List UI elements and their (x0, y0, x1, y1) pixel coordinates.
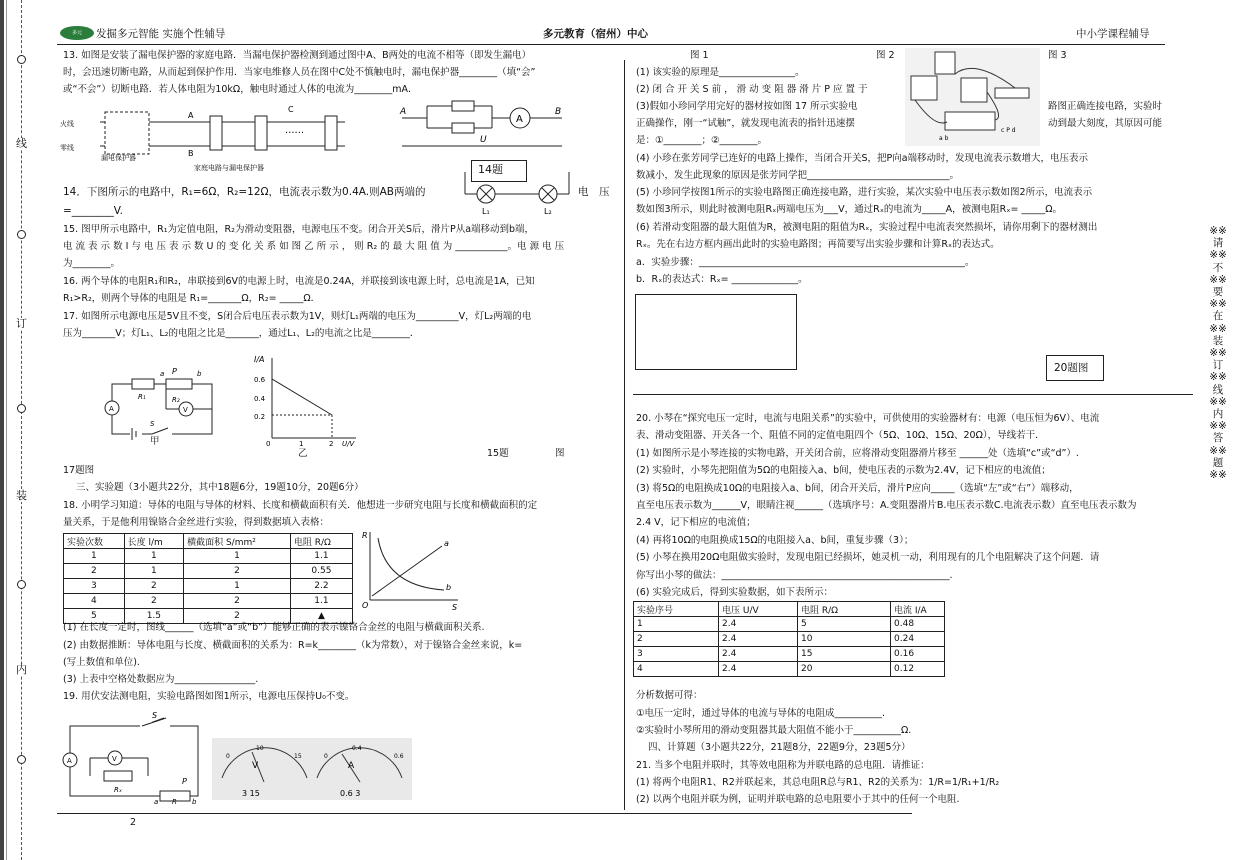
section3-title: 三、实验题（3小题共22分，其中18题6分，19题10分，20题6分） (76, 482, 364, 493)
binding-char: 订 (16, 317, 27, 330)
q13-line3: 或“不会”）切断电路．若人体电阻为10kΩ，触电时通过人体的电流为________mA． (63, 84, 418, 95)
binding-hole (17, 580, 26, 589)
table-cell: 4 (634, 662, 719, 677)
svg-text:3 15: 3 15 (242, 789, 260, 798)
svg-text:R₁: R₁ (138, 393, 146, 401)
header-rule (57, 44, 1165, 45)
table20-header-cell: 电流 I/A (891, 602, 945, 617)
table-cell: 0.16 (891, 647, 945, 662)
q20-sub1: (1) 如图所示是小琴连接的实物电路，开关闭合前，应将滑动变阻器滑片移至 ______处（选填“c”或“d”）. (636, 448, 1079, 459)
q16-line2: R₁>R₂，则两个导体的电阻是 R₁=_______Ω，R₂= _____Ω． (63, 293, 321, 304)
svg-text:A: A (67, 757, 72, 765)
q19-6d: b．Rₓ的表达式：Rₓ= ______________。 (636, 274, 808, 285)
table-row (64, 594, 353, 609)
svg-text:b: b (197, 370, 202, 378)
table-cell: 0.48 (891, 617, 945, 632)
table18-header-cell: 电阻 R/Ω (290, 534, 352, 549)
svg-text:0.6: 0.6 (254, 376, 266, 384)
svg-text:0: 0 (226, 753, 230, 760)
table-cell: 2.4 (719, 662, 798, 677)
q19-4a: (4) 小珍在张芳同学已连好的电路上操作，当闭合开关S，把P向a端移动时，发现电流表示数增大，电压表示 (636, 153, 1089, 164)
table-cell: 1.1 (290, 549, 352, 564)
svg-text:A: A (188, 111, 194, 120)
table18-header-cell: 实验次数 (64, 534, 125, 549)
table-cell: 0.24 (891, 632, 945, 647)
svg-text:15: 15 (294, 753, 302, 760)
q19-3e: 是：①________；②________。 (636, 135, 768, 146)
svg-text:V: V (183, 406, 188, 414)
table-cell: 3 (634, 647, 719, 662)
q20-analysis: 分析数据可得： (636, 690, 703, 701)
table-row (634, 647, 945, 662)
svg-text:A: A (400, 107, 407, 117)
q18-sub1: (1) 在长度一定时，图线______（选填“a”或“b”）能够正确的表示镍铬合金丝的电阻与横截面积关系. (63, 622, 485, 633)
svg-text:0: 0 (266, 440, 271, 448)
q14-line1: 14．下图所示的电路中，R₁=6Ω，R₂=12Ω，电流表示数为0.4A.则AB两端的 (63, 186, 426, 198)
fig1-label: 图 1 (690, 50, 709, 61)
table-cell: 2.4 (719, 617, 798, 632)
table-cell: 4 (64, 594, 125, 609)
svg-text:A: A (109, 405, 114, 413)
svg-text:A: A (348, 761, 355, 771)
header-right: 中小学课程辅导 (1076, 28, 1150, 40)
table20-header (634, 602, 945, 617)
table18-header-cell: 长度 l/m (124, 534, 183, 549)
svg-text:B: B (188, 149, 194, 158)
q18-sub2: (2) 由数据推断：导体电阻与长度、横截面积的关系为：R=k________（k为常数），对于镍铬合金丝来说，k= (63, 640, 523, 651)
table-row (64, 564, 353, 579)
table-cell: 1 (184, 579, 291, 594)
svg-text:R: R (362, 531, 368, 540)
q20-line1: 20. 小琴在“探究电压一定时，电流与电阻关系”的实验中，可供使用的实验器材有：电源（电压恒为6V）、电流 (636, 413, 1100, 424)
q14-line2: =________V. (63, 205, 123, 217)
q13-line2: 时，会迅速切断电路，从而起到保护作用．当家电维修人员在图中C处不慎触电时，漏电保护器________（填“会” (63, 67, 536, 78)
q21-sub2: (2) 以两个电阻并联为例，证明并联电路的总电阻要小于其中的任何一个电阻. (636, 794, 960, 805)
svg-text:A: A (516, 114, 523, 125)
svg-text:U/V: U/V (342, 440, 355, 448)
svg-text:0.6: 0.6 (394, 753, 404, 760)
footer-rule (57, 813, 912, 814)
svg-text:······: ······ (285, 128, 305, 139)
q18-sub3: (3) 上表中空格处数据应为_________________. (63, 674, 259, 685)
svg-text:U: U (480, 135, 487, 145)
svg-text:S: S (150, 420, 155, 428)
binding-hole (17, 230, 26, 239)
q18-line2: 量关系，于是他利用镍铬合金丝进行实验，得到数据填入表格： (63, 517, 330, 528)
svg-text:b: b (192, 798, 197, 804)
q13-line1: 13. 如图是安装了漏电保护器的家庭电路．当漏电保护器检测到通过图中A、B两处的电流不相等（即发生漏电） (63, 50, 532, 61)
svg-text:I/A: I/A (254, 355, 265, 364)
fig19-meters (212, 738, 412, 800)
table-cell: 1 (64, 549, 125, 564)
svg-text:0.2: 0.2 (254, 413, 266, 421)
binding-hole (17, 404, 26, 413)
table-cell: 2 (124, 579, 183, 594)
table-cell: 2 (184, 564, 291, 579)
table-cell: ▲ (290, 609, 352, 624)
header-center: 多元教育（宿州）中心 (543, 28, 648, 40)
fig18-graph (358, 528, 464, 612)
no-answer-strip: ※※请※※不※※要※※在※※装※※订※※线※※内※※答※※题※※ (1209, 225, 1227, 482)
q20-conclusion2: ②实验时小琴所用的滑动变阻器其最大阻值不能小于__________Ω. (636, 725, 912, 736)
svg-text:2: 2 (329, 440, 334, 448)
q16-line1: 16. 两个导体的电阻R₁和R₂，串联接到6V的电源上时，电流是0.24A，并联接到该电源上时，总电流是1A，已知 (63, 276, 535, 287)
svg-text:R₂: R₂ (172, 396, 180, 404)
table20-header-cell: 电阻 R/Ω (798, 602, 891, 617)
table-cell: 2 (634, 632, 719, 647)
svg-text:V: V (112, 755, 117, 763)
binding-hole (17, 755, 26, 764)
binding-char: 线 (16, 137, 27, 150)
svg-text:L₂: L₂ (544, 207, 552, 216)
q20-sub6: (6) 实验完成后，得到实验数据，如下表所示： (636, 587, 833, 598)
table-row (634, 617, 945, 632)
svg-text:L₁: L₁ (482, 207, 490, 216)
table-cell: 2.2 (290, 579, 352, 594)
fig15-caption-yi: 乙 (298, 448, 308, 459)
table20-header-cell: 实验序号 (634, 602, 719, 617)
q20-sub2: (2) 实验时，小琴先把阻值为5Ω的电阻接入a、b间，使电压表的示数为2.4V，记下相应的电流值； (636, 465, 1051, 476)
q15-line1: 15. 图甲所示电路中，R₁为定值电阻，R₂为滑动变阻器，电源电压不变。闭合开关S后，滑片P从a端移动到b端， (63, 224, 535, 235)
q20-sub5a: (5) 小琴在换用20Ω电阻做实验时，发现电阻已经损坏，她灵机一动，利用现有的几个电阻解决了这个问题．请 (636, 552, 1100, 563)
table-cell: 1 (124, 564, 183, 579)
q20-sub5b: 你写出小琴的做法：________________________________________________. (636, 570, 953, 581)
q19-4b: 数减小，发生此现象的原因是张芳同学把______________________________。 (636, 170, 960, 181)
q19-5b: 数如图3所示，则此时被测电阻Rₓ两端电压为___V，通过Rₓ的电流为_____A，被测电阻Rₓ= _____Ω。 (636, 204, 1062, 215)
table-cell: 2 (184, 609, 291, 624)
table18 (63, 533, 353, 624)
table-row (634, 632, 945, 647)
table-cell: 1.1 (290, 594, 352, 609)
binding-char: 内 (16, 663, 27, 676)
fig2-label: 图 2 (876, 50, 895, 61)
q19-6c: a．实验步骤：________________________________________________________。 (636, 257, 975, 268)
table-cell: 2 (64, 564, 125, 579)
table20-header-cell: 电压 U/V (719, 602, 798, 617)
fig15-circuit-jia (100, 362, 228, 444)
q20-sub4: (4) 再将10Ω的电阻换成15Ω的电阻接入a、b间，重复步骤（3）； (636, 535, 914, 546)
svg-text:a: a (160, 370, 165, 378)
section4-title: 四、计算题（3小题共22分，21题8分，22题9分，23题5分） (648, 742, 911, 753)
table20 (633, 601, 945, 677)
q18-sub2b: (写上数值和单位). (63, 657, 140, 668)
fig13-label-neutral: 零线 (60, 144, 74, 152)
table-cell: 0.12 (891, 662, 945, 677)
svg-text:S: S (452, 603, 458, 612)
q14-voltage-word: 电 压 (578, 186, 610, 198)
q19-3a: (3)假如小珍同学用完好的器材按如图 17 所示实验电 (636, 101, 858, 112)
svg-text:0.4: 0.4 (352, 745, 362, 752)
table-cell: 5 (64, 609, 125, 624)
table-cell: 15 (798, 647, 891, 662)
q19-3d: 动到最大刻度，其原因可能 (1048, 118, 1163, 129)
fig13-caption: 家庭电路与漏电保护器 (194, 164, 264, 172)
svg-text:0.4: 0.4 (254, 395, 266, 403)
section-rule (633, 394, 1193, 395)
q20-sub3a: (3) 将5Ω的电阻换成10Ω的电阻接入a、b间，闭合开关后，滑片P应向_____（选填“左”或“右”）端移动， (636, 483, 1079, 494)
table-cell: 10 (798, 632, 891, 647)
column-divider (624, 60, 625, 810)
q19-1: (1) 该实验的原理是________________。 (636, 67, 805, 78)
header-left: 发掘多元智能 实施个性辅导 (96, 28, 226, 40)
svg-text:V: V (252, 761, 259, 771)
q19-3c: 正确操作，刚一“试触”，就发现电流表的指针迅速摆 (636, 118, 855, 129)
svg-text:Rₓ: Rₓ (114, 786, 122, 794)
table-cell: 20 (798, 662, 891, 677)
svg-text:a: a (444, 539, 449, 548)
svg-text:O: O (362, 601, 369, 610)
svg-text:c P d: c P d (1001, 127, 1016, 134)
q18-line1: 18. 小明学习知道：导体的电阻与导体的材料、长度和横截面积有关．他想进一步研究电阻与长度和横截面积的定 (63, 500, 538, 511)
q15-line3: 为________。 (63, 258, 121, 269)
fig13-label-live: 火线 (60, 120, 74, 128)
page-number: 2 (130, 817, 137, 828)
table18-header (64, 534, 353, 549)
q20-sub3c: 2.4 V，记下相应的电流值； (636, 517, 756, 528)
svg-text:R: R (172, 798, 177, 804)
svg-text:0.6 3: 0.6 3 (340, 789, 361, 798)
q21-sub1: (1) 将两个电阻R1、R2并联起来，其总电阻R总与R1、R2的关系为：1/R=1/R₁+1/R₂ (636, 777, 1000, 788)
q21-intro: 21. 当多个电阻并联时，其等效电阻称为并联电路的总电阻．请推证： (636, 760, 930, 771)
svg-text:1: 1 (299, 440, 304, 448)
table-row (634, 662, 945, 677)
answer-diagram-box[interactable] (635, 294, 797, 370)
svg-text:P: P (182, 777, 187, 786)
table-row (64, 579, 353, 594)
table-cell: 5 (798, 617, 891, 632)
table-cell: 1 (184, 549, 291, 564)
q20-sub3b: 直至电压表示数为______V，眼睛注视______（选填序号：A.变阻器滑片B.电压表示数C.电流表示数）直至电压表示数为 (636, 500, 1137, 511)
fig17-caption: 17题图 (63, 465, 95, 476)
q19-intro: 19. 用伏安法测电阻，实验电路图如图1所示，电源电压保持U₀不变。 (63, 691, 355, 702)
table-cell: 0.55 (290, 564, 352, 579)
svg-text:C: C (288, 105, 294, 114)
table18-header-cell: 横截面积 S/mm² (184, 534, 291, 549)
table-cell: 1 (634, 617, 719, 632)
q19-6b: Rₓ。先在右边方框内画出此时的实验电路图；再简要写出实验步骤和计算Rₓ的表达式。 (636, 239, 1000, 250)
table-cell: 1.5 (124, 609, 183, 624)
table-cell: 2.4 (719, 632, 798, 647)
fig20-apparatus (905, 48, 1040, 146)
table-cell: 1 (124, 549, 183, 564)
q19-6a: (6) 若滑动变阻器的最大阻值为R，被测电阻的阻值为Rₓ，实验过程中电流表突然损坏，请你用剩下的器材测出 (636, 222, 1098, 233)
fig13-label-protector: 漏电保护器 (101, 154, 136, 162)
q19-2: (2) 闭 合 开 关 S 前 ， 滑 动 变 阻 器 滑 片 P 应 置 于 (636, 84, 868, 95)
table-row (64, 549, 353, 564)
fig19-circuit (60, 712, 210, 804)
q19-3b: 路图正确连接电路，实验时 (1048, 101, 1163, 112)
fig15-graph-yi (246, 350, 366, 450)
fig15-caption-num: 15题 (487, 448, 509, 459)
fig20-label: 20题图 (1054, 362, 1089, 374)
q17-line1: 17. 如图所示电源电压是5V且不变，S闭合后电压表示数为1V，则灯L₁两端的电压为_________V，灯L₂两端的电 (63, 311, 532, 322)
fig15-caption-tu: 图 (555, 448, 565, 459)
table-cell: 3 (64, 579, 125, 594)
svg-text:S: S (152, 712, 158, 720)
binding-char: 装 (16, 489, 27, 502)
logo: 多元 (60, 26, 94, 40)
svg-text:a b: a b (939, 135, 949, 142)
q20-line2: 表、滑动变阻器、开关各一个、阻值不同的定值电阻四个（5Ω、10Ω、15Ω、20Ω），导线若干． (636, 430, 1045, 441)
fig15-caption-jia: 甲 (150, 436, 160, 447)
svg-text:b: b (446, 583, 452, 592)
svg-text:10: 10 (256, 745, 264, 752)
q17-line2: 压为_______V；灯L₁、L₂的电阻之比是_______，通过L₁、L₂的电流之比是________． (63, 328, 420, 339)
svg-text:P: P (172, 367, 177, 376)
table-cell: 2 (124, 594, 183, 609)
q20-conclusion1: ①电压一定时，通过导体的电流与导体的电阻成__________. (636, 708, 886, 719)
binding-strip (0, 0, 42, 860)
fig14-parallel-circuit (392, 96, 572, 156)
table-cell: 2 (184, 594, 291, 609)
fig3-label: 图 3 (1048, 50, 1067, 61)
svg-text:a: a (154, 798, 159, 804)
table-cell: 2.4 (719, 647, 798, 662)
q15-line2: 电 流 表 示 数 I 与 电 压 表 示 数 U 的 变 化 关 系 如 图 乙 所 示 ， 则 R₂ 的 最 大 阻 值 为 ___________。电 源 电 压 (63, 241, 565, 252)
q19-5a: (5) 小珍同学按图1所示的实验电路图正确连接电路，进行实验，某次实验中电压表示数如图2所示，电流表示 (636, 187, 1093, 198)
binding-hole (17, 55, 26, 64)
fig14-label: 14题 (478, 163, 503, 176)
svg-text:0: 0 (324, 753, 328, 760)
svg-text:B: B (555, 107, 562, 117)
